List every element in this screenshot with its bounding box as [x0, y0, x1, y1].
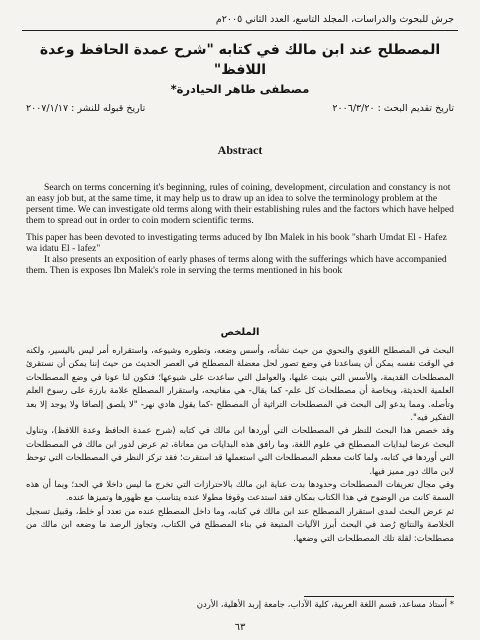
header-rule: [22, 30, 458, 31]
running-head: جرش للبحوث والدراسات، المجلد التاسع، العدد الثاني ٢٠٠٥م: [215, 14, 454, 25]
abstract-paragraph: This paper has been devoted to investigating terms aduced by Ibn Malek in his book "sharh Umdat El - Hafez wa idatu El - lafez": [26, 232, 447, 254]
abstract-paragraph: It also presents an exposition of early phases of terms along with the sufferings which have accompanied them. Then is exposes Ibn Malek's role in serving the terms mentioned in his book: [26, 254, 447, 276]
footnote-rule: [304, 596, 454, 597]
arabic-summary-paragraph: وفي مجال تعريفات المصطلحات وحدودها بدت عناية ابن مالك بالاحترازات التي تخرج ما ليس داخلا في الحد؛ وبما أن هذه السمة كانت من الوضوح في هذا الكتاب بمكان فقد استدعت وقوفا مطولا عنده يتناسب مع ظهورها وتميزها عنده.: [26, 479, 454, 503]
date-submitted: تاريخ تقديم البحث : ٢٠٠٦/٣/٢٠: [332, 103, 454, 114]
abstract-body: [26, 182, 454, 276]
footnote: * أستاذ مساعد، قسم اللغة العربية، كلية الآداب، جامعة إربد الأهلية، الأردن: [196, 600, 454, 610]
date-accepted: تاريخ قبوله للنشر : ٢٠٠٧/١/١٧: [26, 103, 146, 114]
author-name: مصطفى طاهر الحيادرة*: [170, 82, 310, 96]
abstract-paragraph: Search on terms concerning it's beginning, rules of coining, development, circulation and constancy is not an easy job but, at the same time, it may help us to draw up an idea to solve the terminology problem at the persent time. We can investigate old terms along with their establishing rules and the factors which have helped them to spread out in order to coin modern scientific terms.: [26, 182, 454, 226]
article-title: المصطلح عند ابن مالك في كتابه "شرح عمدة الحافظ وعدة اللافظ": [39, 42, 441, 78]
arabic-summary-paragraph: وقد خصص هذا البحث للنظر في المصطلحات التي أوردها ابن مالك في كتابه (شرح عمدة الحافظ وعدة اللافظ)، وتناول البحث عرضا لبدايات المصطلح في علوم اللغة، وما رافق هذه البدايات من معاناة، ثم عرض لدور ابن مالك في المصطلحات التي أوردها في كتابه، ولما كانت معظم المصطلحات التي استعملها قد استقرت؛ فقد تركز النظر في المصطلحات التي توحظ لابن مالك دور مميز فيها.: [26, 425, 454, 476]
arabic-summary-paragraph: البحث في المصطلح اللغوي والنحوي من حيث نشأته، وأسس وضعه، وتطوره وشيوعه، واستقراره أمر ليس باليسير، ولكنه في الوقت نفسه يمكن أن يساعدنا في وضع تصور لحل معضلة المصطلح في العصر الحديث من حيث إننا يمكن أن نستقرئ المصطلحات القديمة، والأسس التي بنيت عليها، والعوامل التي ساعدت على شيوعها؛ فنكون لنا عونا في وضع المصطلحات العلمية الحديثة، وبخاصة أن مصطلحات كل علم- كما يقال- هي مفاتيحه، واستقرار المصطلح علامة بارزة على رسوخ العلم وتأصله. ومما يدعو إلى البحث في المصطلحات التراثية أن المصطلح -كما يقول هادي نهر- "لا يلصق إلصاقا ولا يوجد إلا بعد التفكير فيه".: [26, 345, 454, 423]
arabic-summary-heading: الملخص: [220, 327, 260, 338]
page-number: ٦٣: [234, 622, 246, 633]
abstract-heading: Abstract: [217, 143, 263, 157]
arabic-summary-paragraph: ثم عرض البحث لمدى استقرار المصطلح عند ابن مالك في كتابه، وما داخل المصطلح عنده من تعدد أو خلط، وقبيل تسجيل الخلاصة والنتائج رُصد في البحث أبرز الآليات المتبعة في بناء المصطلح في الكتاب، وتجاوز الرصد ما وضعه ابن مالك من مصطلحات: لقلة تلك المصطلحات التي وضعها.: [26, 505, 454, 543]
arabic-summary-body: [26, 344, 454, 545]
